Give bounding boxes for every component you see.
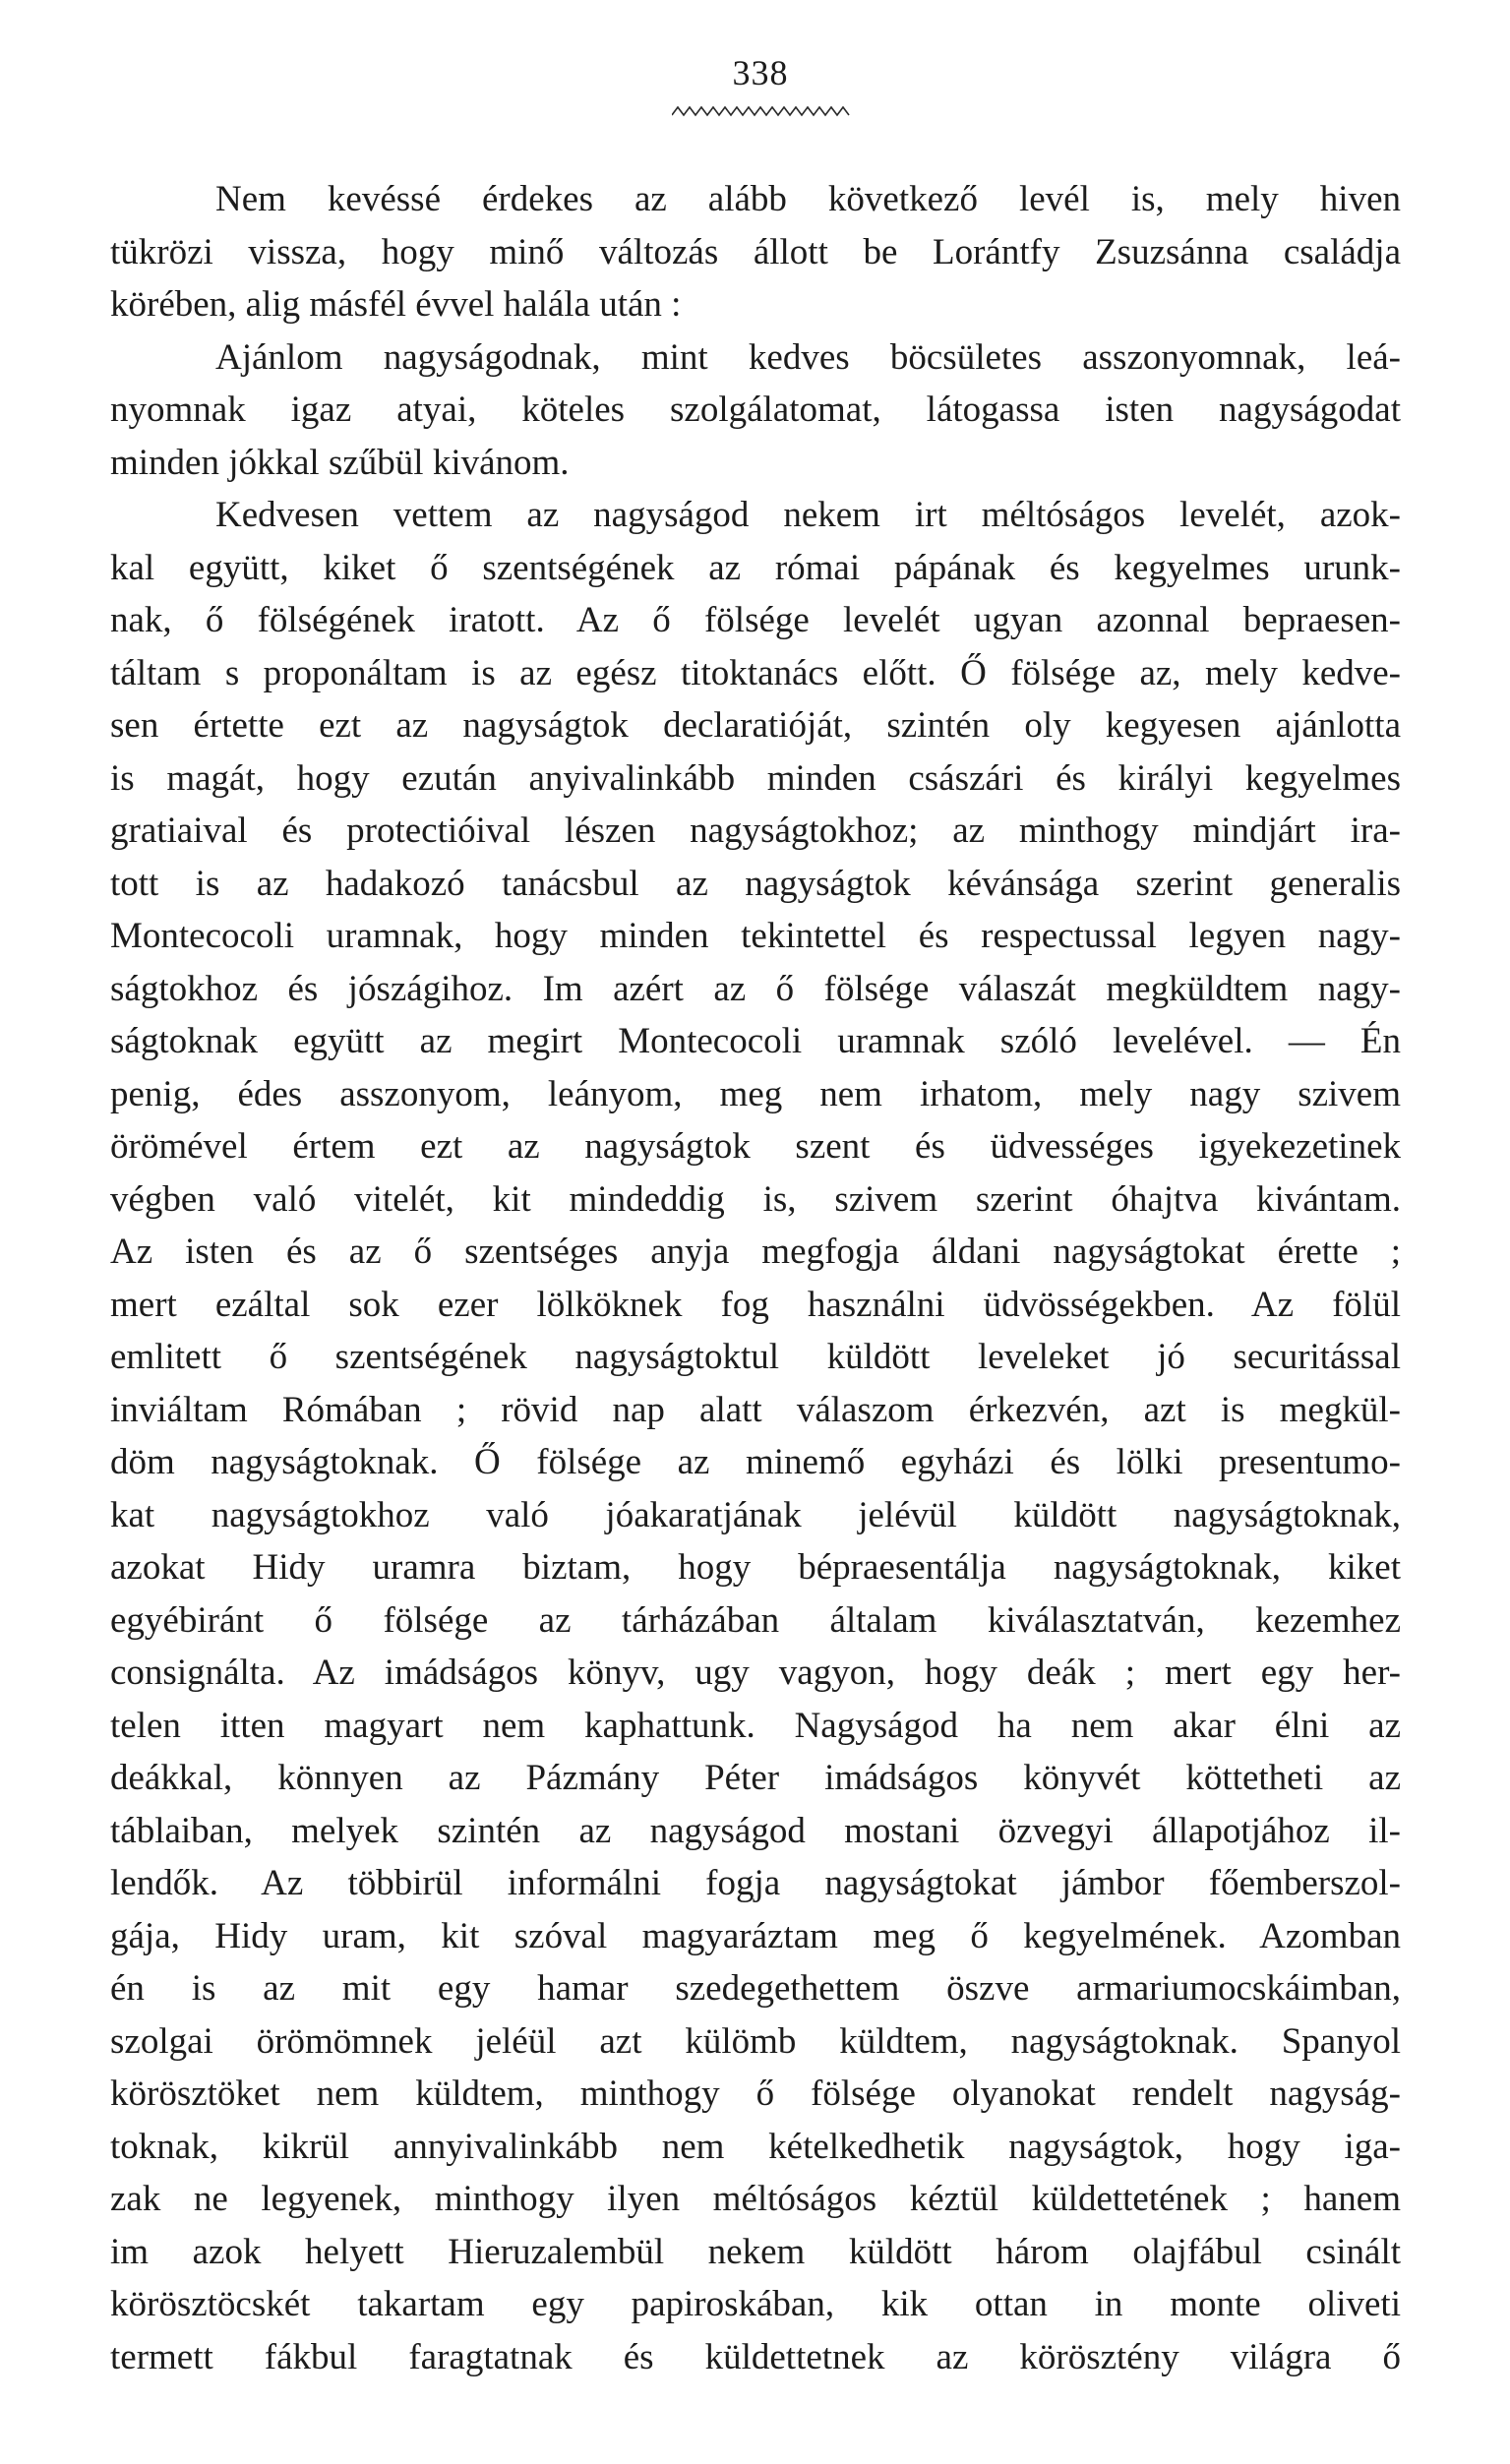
text-line: örömével értem ezt az nagyságtok szent és üdvességes igyekezetinek — [110, 1126, 1401, 1167]
text-line: táblaiban, melyek szintén az nagyságod mostani özvegyi állapotjához il- — [110, 1810, 1401, 1851]
text-line: tükrözi vissza, hogy minő változás állott be Lorántfy Zsuzsánna családja — [110, 231, 1401, 272]
text-line: nyomnak igaz atyai, köteles szolgálatomat, látogassa isten nagyságodat — [110, 390, 1401, 430]
text-line: penig, édes asszonyom, leányom, meg nem irhatom, mely nagy szivem — [110, 1073, 1401, 1114]
text-line: Kedvesen vettem az nagyságod nekem irt méltóságos levelét, azok- — [215, 495, 1401, 535]
page-number: 338 — [732, 53, 789, 92]
text-line: ságtokhoz és jószágihoz. Im azért az ő fölsége válaszát megküldtem nagy- — [110, 968, 1401, 1009]
text-line: Az isten és az ő szentséges anyja megfogja áldani nagyságtokat érette ; — [110, 1232, 1401, 1272]
text-line: körösztöcskét takartam egy papiroskában, kik ottan in monte oliveti — [110, 2284, 1401, 2324]
text-line: szolgai örömömnek jeléül azt külömb küldtem, nagyságtoknak. Spanyol — [110, 2020, 1401, 2062]
text-line: is magát, hogy ezután anyivalinkább minden császári és királyi kegyelmes — [110, 757, 1401, 799]
text-line: zak ne legyenek, minthogy ilyen méltóságos kéztül küldettetének ; hanem — [110, 2179, 1401, 2219]
text-line: minden jókkal szűbül kivánom. — [110, 442, 570, 483]
text-line: Ajánlom nagyságodnak, mint kedves böcsületes asszonyomnak, leá- — [215, 336, 1401, 378]
text-line: tott is az hadakozó tanácsbul az nagyságtok kévánsága szerint generalis — [110, 863, 1401, 904]
text-line: Montecocoli uramnak, hogy minden tekintettel és respectussal legyen nagy- — [110, 916, 1401, 956]
text-line: végben való vitelét, kit mindeddig is, szivem szerint óhajtva kivántam. — [110, 1178, 1401, 1220]
text-line: kat nagyságtokhoz való jóakaratjának jelévül küldött nagyságtoknak, — [110, 1494, 1401, 1535]
text-line: én is az mit egy hamar szedegethettem öszve armariumocskáimban, — [110, 1968, 1401, 2009]
text-line: kal együtt, kiket ő szentségének az római pápának és kegyelmes urunk- — [110, 547, 1401, 588]
text-line: körösztöket nem küldtem, minthogy ő fölsége olyanokat rendelt nagyság- — [110, 2073, 1401, 2114]
text-line: körében, alig másfél évvel halála után : — [110, 284, 682, 325]
text-line: mert ezáltal sok ezer lölköknek fog használni üdvösségekben. Az fölül — [110, 1284, 1401, 1325]
paragraph — [110, 489, 1401, 2383]
page-number-ornament — [672, 102, 851, 120]
text-line: döm nagyságtoknak. Ő fölsége az minemő egyházi és lölki presentumo- — [110, 1442, 1401, 1482]
text-line: ságtoknak együtt az megirt Montecocoli uramnak szóló levelével. — Én — [110, 1021, 1401, 1061]
text-line: Nem kevéssé érdekes az alább következő levél is, mely hiven — [215, 179, 1401, 219]
text-line: egyébiránt ő fölsége az tárházában általam kiválasztatván, kezemhez — [110, 1599, 1401, 1641]
text-line: táltam s proponáltam is az egész titoktanács előtt. Ő fölsége az, mely kedve- — [110, 652, 1401, 693]
text-line: toknak, kikrül annyivalinkább nem kételkedhetik nagyságtok, hogy iga- — [110, 2126, 1401, 2167]
text-line: azokat Hidy uramra biztam, hogy bépraesentálja nagyságtoknak, kiket — [110, 1547, 1401, 1588]
text-line: gája, Hidy uram, kit szóval magyaráztam meg ő kegyelmének. Azomban — [110, 1915, 1401, 1956]
text-line: im azok helyett Hieruzalembül nekem küldött három olajfábul csinált — [110, 2231, 1401, 2272]
text-line: gratiaival és protectióival lészen nagyságtokhoz; az minthogy mindjárt ira- — [110, 811, 1401, 851]
paragraph — [110, 331, 1401, 490]
body-text — [110, 173, 1401, 2383]
text-line: emlitett ő szentségének nagyságtoktul küldött leveleket jó securitással — [110, 1337, 1401, 1377]
text-line: inviáltam Rómában ; rövid nap alatt válaszom érkezvén, azt is megkül- — [110, 1389, 1401, 1430]
text-line: consignálta. Az imádságos könyv, ugy vagyon, hogy deák ; mert egy her- — [110, 1653, 1401, 1693]
text-line: lendők. Az többirül informálni fogja nagyságtokat jámbor főemberszol- — [110, 1863, 1401, 1903]
text-line: termett fákbul faragtatnak és küldettetnek az körösztény világra ő — [110, 2336, 1401, 2377]
paragraph — [110, 173, 1401, 331]
text-line: sen értette ezt az nagyságtok declaratióját, szintén oly kegyesen ajánlotta — [110, 705, 1401, 746]
text-line: telen itten magyart nem kaphattunk. Nagyságod ha nem akar élni az — [110, 1705, 1401, 1746]
text-line: nak, ő fölségének iratott. Az ő fölsége levelét ugyan azonnal bepraesen- — [110, 600, 1401, 640]
text-line: deákkal, könnyen az Pázmány Péter imádságos könyvét köttetheti az — [110, 1758, 1401, 1798]
